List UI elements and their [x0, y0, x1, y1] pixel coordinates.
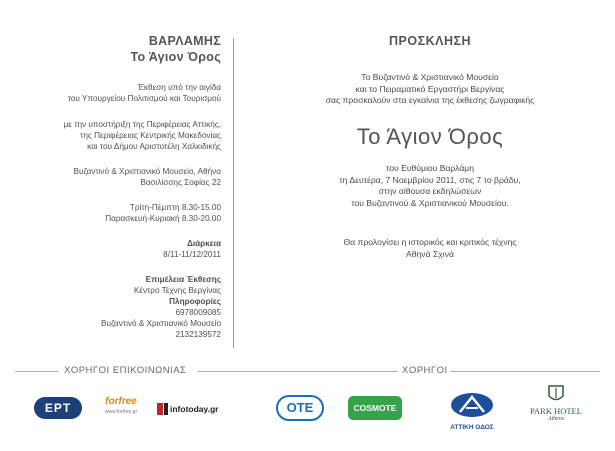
- media-sponsors-label: ΧΟΡΗΓΟΙ ΕΠΙΚΟΙΝΩΝΙΑΣ: [64, 365, 187, 376]
- venue-line: Βυζαντινό & Χριστιανικό Μουσείο, Αθήνα: [73, 167, 221, 176]
- duration-label: Διάρκεια: [186, 239, 221, 248]
- column-divider: [233, 38, 234, 348]
- ote-logo: ΟΤΕ: [276, 395, 324, 421]
- divider-line: [15, 371, 58, 372]
- park-hotel-logo: [524, 384, 588, 438]
- curator-block: [101, 274, 221, 340]
- attiki-odos-emblem-icon: [450, 392, 494, 418]
- auspices-line: του Υπουργείου Πολιτισμού και Τουρισμού: [67, 94, 221, 103]
- attiki-odos-logo: [450, 392, 494, 430]
- duration-value: 8/11-11/12/2011: [163, 250, 221, 259]
- details-line: του Βυζαντινού & Χριστιανικού Μουσείου.: [351, 197, 509, 208]
- venue-block: [74, 166, 221, 188]
- details-line: του Ευθύμιου Βαρλάμη: [385, 163, 475, 173]
- info-museum: Βυζαντινό & Χριστιανικό Μουσείο: [101, 319, 221, 328]
- details-line: στην αίθουσα εκδηλώσεων: [378, 186, 482, 196]
- forfree-text: forfree: [105, 396, 137, 407]
- divider-line: [450, 371, 600, 372]
- sponsors-label: ΧΟΡΗΓΟΙ: [402, 365, 448, 376]
- speaker-line: Θα προλογίσει η ιστορικός και κριτικός τέχνης: [343, 237, 517, 247]
- park-hotel-crest-icon: [547, 384, 565, 404]
- exhibition-subtitle: Το Άγιον Όρος: [130, 50, 221, 64]
- forfree-logo: [100, 396, 142, 426]
- cosmote-logo: COSMOTE: [348, 396, 402, 420]
- hours-line: Τρίτη-Πέμπτη 8.30-15.00: [129, 203, 221, 212]
- hours-block: [105, 202, 221, 224]
- forfree-url: www.forfree.gr: [104, 409, 138, 415]
- attiki-odos-text: ΑΤΤΙΚΗ ΟΔΟΣ: [450, 424, 494, 431]
- support-line: και του Δήμου Αριστοτέλη Χαλκιδικής: [87, 142, 221, 151]
- support-line: με την υποστήριξη της Περιφέρειας Αττικής,: [63, 120, 221, 129]
- support-line: της Περιφέρειας Κεντρικής Μακεδονίας: [80, 131, 221, 140]
- curator-value: Κέντρο Τέχνης Βεργίνας: [133, 286, 221, 295]
- invitation-intro: [260, 72, 600, 107]
- intro-line: σας προσκαλούν στα εγκαίνια της έκθεσης ζωγραφικής: [325, 95, 535, 105]
- details-line: τη Δευτέρα, 7 Νοεμβρίου 2011, στις 7 το βράδυ,: [339, 174, 521, 185]
- ert-logo: ΕΡΤ: [34, 397, 82, 419]
- info-phone: 6978009085: [175, 308, 221, 317]
- auspices-line: Έκθεση υπό την αιγίδα: [137, 83, 221, 92]
- intro-line: και το Πειραματικό Εργαστήρι Βεργίνας: [355, 83, 505, 94]
- info-phone-museum: 2132139572: [175, 330, 221, 339]
- infotoday-text: infotoday.gr: [170, 404, 219, 414]
- auspices-block: [68, 82, 221, 104]
- speaker-block: [260, 237, 600, 260]
- venue-line: Βασιλίσσης Σοφίας 22: [140, 178, 221, 187]
- hours-line: Παρασκευή-Κυριακή 8.30-20.00: [105, 214, 221, 223]
- infotoday-bar-icon: [164, 403, 168, 415]
- intro-line: Το Βυζαντινό & Χριστιανικό Μουσείο: [361, 72, 499, 82]
- curator-label: Επιμέλεια Έκθεσης: [145, 275, 221, 284]
- divider-line: [198, 371, 398, 372]
- support-block: [64, 119, 221, 152]
- info-label: Πληροφορίες: [169, 297, 221, 306]
- park-hotel-city: Athens: [547, 416, 565, 422]
- invitation-heading: ΠΡΟΣΚΛΗΣΗ: [388, 34, 471, 48]
- artist-name: ΒΑΡΛΑΜΗΣ: [148, 34, 221, 48]
- duration-block: [163, 238, 221, 260]
- exhibition-title: Το Άγιον Όρος: [356, 124, 504, 149]
- infotoday-bar-icon: [157, 403, 163, 415]
- infotoday-logo: [157, 401, 218, 417]
- event-details: [260, 163, 600, 209]
- park-hotel-name: PARK HOTEL: [530, 406, 582, 416]
- speaker-line: Αθηνά Σχινά: [406, 248, 454, 259]
